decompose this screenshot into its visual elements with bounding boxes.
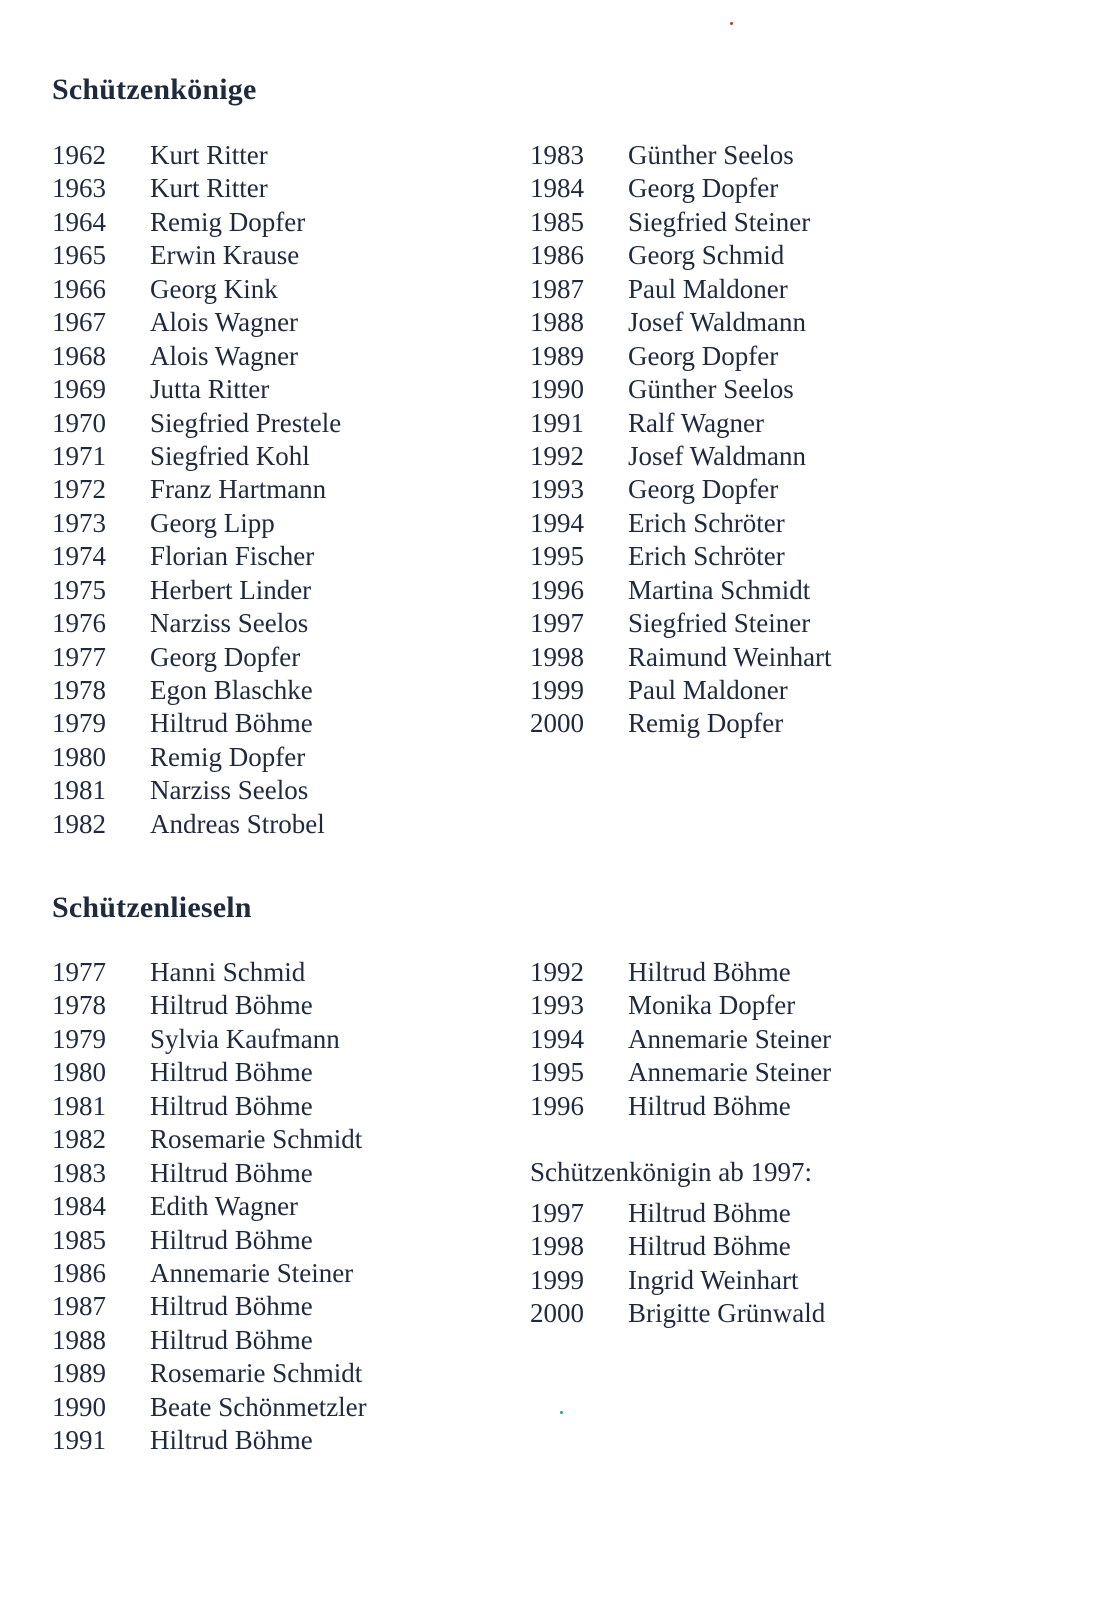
name-cell: Hiltrud Böhme: [150, 1291, 313, 1322]
list-row: [52, 1224, 367, 1257]
name-cell: Narziss Seelos: [150, 608, 309, 639]
name-cell: Remig Dopfer: [628, 708, 784, 739]
year-cell: 1991: [530, 407, 584, 438]
year-cell: 1995: [530, 541, 584, 572]
name-cell: Georg Schmid: [628, 240, 785, 271]
year-cell: 1979: [52, 708, 106, 739]
name-cell: Hiltrud Böhme: [628, 1090, 791, 1121]
name-cell: Beate Schönmetzler: [150, 1391, 367, 1422]
year-cell: 1983: [530, 140, 584, 170]
name-cell: Erwin Krause: [150, 240, 300, 271]
year-cell: 1998: [530, 1231, 584, 1262]
list-row: [530, 206, 832, 239]
list-row: [52, 373, 341, 406]
year-cell: 1997: [530, 1198, 584, 1228]
list-row: [52, 540, 341, 573]
name-cell: Egon Blaschke: [150, 675, 313, 705]
list-row: [530, 989, 831, 1022]
list-row: [530, 641, 832, 674]
year-cell: 1980: [52, 1057, 106, 1088]
name-cell: Hiltrud Böhme: [628, 1231, 791, 1262]
year-cell: 2000: [530, 708, 584, 739]
name-cell: Narziss Seelos: [150, 775, 309, 806]
year-cell: 1990: [52, 1391, 106, 1422]
year-cell: 1981: [52, 1090, 106, 1121]
list-row: [52, 774, 341, 807]
year-cell: 1966: [52, 273, 106, 304]
year-cell: 1982: [52, 1124, 106, 1155]
list-row: [52, 507, 341, 540]
name-cell: Josef Waldmann: [628, 440, 807, 471]
list-row: [530, 1297, 825, 1330]
year-cell: 1974: [52, 541, 106, 572]
list-row: [530, 1056, 831, 1089]
list-row: [52, 989, 367, 1022]
list-row: [52, 1424, 367, 1457]
list-row: [52, 956, 367, 989]
year-cell: 1994: [530, 1023, 584, 1054]
list-row: [530, 1023, 831, 1056]
list-row: [530, 239, 832, 272]
list-row: [52, 574, 341, 607]
list-row: [530, 1197, 825, 1230]
name-cell: Remig Dopfer: [150, 206, 306, 237]
name-cell: Hiltrud Böhme: [150, 1425, 313, 1456]
name-cell: Remig Dopfer: [150, 741, 306, 772]
list-row: [530, 1264, 825, 1297]
name-cell: Annemarie Steiner: [628, 1023, 832, 1054]
name-cell: Siegfried Kohl: [150, 440, 310, 471]
scan-speck: [730, 22, 733, 25]
year-cell: 1994: [530, 507, 584, 538]
year-cell: 1995: [530, 1057, 584, 1088]
year-cell: 1997: [530, 608, 584, 639]
year-cell: 1981: [52, 775, 106, 806]
list-row: [52, 1357, 367, 1390]
year-cell: 1967: [52, 307, 106, 338]
name-cell: Edith Wagner: [150, 1191, 299, 1222]
year-cell: 1970: [52, 407, 106, 438]
koenigin-list: [530, 1197, 825, 1331]
list-row: [52, 473, 341, 506]
koenige-title: Schützenkönige: [52, 73, 257, 106]
year-cell: 1993: [530, 990, 584, 1021]
list-row: [52, 340, 341, 373]
list-row: [52, 1090, 367, 1123]
lieseln-list-right: [530, 956, 831, 1123]
list-row: [530, 139, 832, 172]
name-cell: Brigitte Grünwald: [628, 1298, 826, 1329]
name-cell: Ingrid Weinhart: [628, 1264, 799, 1295]
name-cell: Hiltrud Böhme: [150, 1224, 313, 1255]
year-cell: 1986: [530, 240, 584, 271]
name-cell: Erich Schröter: [628, 507, 785, 538]
list-row: [530, 1230, 825, 1263]
name-cell: Hiltrud Böhme: [150, 1157, 313, 1188]
year-cell: 1973: [52, 507, 106, 538]
name-cell: Siegfried Steiner: [628, 608, 811, 639]
list-row: [52, 172, 341, 205]
koenigin-subtitle: Schützenkönigin ab 1997:: [530, 1157, 812, 1187]
list-row: [530, 607, 832, 640]
list-row: [52, 808, 341, 841]
list-row: [52, 273, 341, 306]
list-row: [530, 674, 832, 707]
year-cell: 1993: [530, 474, 584, 505]
name-cell: Andreas Strobel: [150, 808, 325, 839]
name-cell: Georg Dopfer: [628, 340, 779, 371]
list-row: [52, 1391, 367, 1424]
list-row: [52, 206, 341, 239]
name-cell: Rosemarie Schmidt: [150, 1124, 363, 1155]
list-row: [530, 172, 832, 205]
year-cell: 1987: [530, 273, 584, 304]
list-row: [530, 956, 831, 989]
name-cell: Florian Fischer: [150, 541, 315, 572]
year-cell: 1978: [52, 990, 106, 1021]
list-row: [530, 407, 832, 440]
year-cell: 1965: [52, 240, 106, 271]
list-row: [52, 1056, 367, 1089]
name-cell: Monika Dopfer: [628, 990, 796, 1021]
name-cell: Annemarie Steiner: [628, 1057, 832, 1088]
list-row: [52, 306, 341, 339]
year-cell: 1964: [52, 206, 106, 237]
year-cell: 1999: [530, 675, 584, 705]
name-cell: Kurt Ritter: [150, 173, 268, 204]
year-cell: 1972: [52, 474, 106, 505]
year-cell: 1985: [530, 206, 584, 237]
name-cell: Alois Wagner: [150, 307, 299, 338]
list-row: [52, 1157, 367, 1190]
year-cell: 1977: [52, 641, 106, 672]
name-cell: Ralf Wagner: [628, 407, 765, 438]
year-cell: 1987: [52, 1291, 106, 1322]
name-cell: Erich Schröter: [628, 541, 785, 572]
list-row: [52, 707, 341, 740]
name-cell: Georg Lipp: [150, 507, 275, 538]
year-cell: 2000: [530, 1298, 584, 1329]
list-row: [52, 1123, 367, 1156]
year-cell: 1975: [52, 574, 106, 605]
scan-speck: [560, 1411, 563, 1414]
year-cell: 1971: [52, 440, 106, 471]
year-cell: 1962: [52, 140, 106, 170]
name-cell: Hiltrud Böhme: [628, 957, 791, 987]
year-cell: 1968: [52, 340, 106, 371]
list-row: [530, 507, 832, 540]
koenige-list-left: [52, 139, 341, 841]
year-cell: 1963: [52, 173, 106, 204]
year-cell: 1988: [52, 1324, 106, 1355]
list-row: [52, 1290, 367, 1323]
list-row: [530, 540, 832, 573]
name-cell: Rosemarie Schmidt: [150, 1358, 363, 1389]
year-cell: 1992: [530, 440, 584, 471]
list-row: [52, 440, 341, 473]
name-cell: Martina Schmidt: [628, 574, 811, 605]
year-cell: 1985: [52, 1224, 106, 1255]
name-cell: Annemarie Steiner: [150, 1257, 354, 1288]
list-row: [530, 440, 832, 473]
name-cell: Hiltrud Böhme: [150, 990, 313, 1021]
year-cell: 1978: [52, 675, 106, 705]
list-row: [52, 674, 341, 707]
list-row: [52, 1190, 367, 1223]
list-row: [52, 407, 341, 440]
list-row: [530, 373, 832, 406]
list-row: [530, 306, 832, 339]
name-cell: Franz Hartmann: [150, 474, 327, 505]
name-cell: Hanni Schmid: [150, 957, 306, 987]
year-cell: 1969: [52, 374, 106, 405]
year-cell: 1996: [530, 1090, 584, 1121]
lieseln-title: Schützenlieseln: [52, 891, 252, 924]
year-cell: 1977: [52, 957, 106, 987]
list-row: [530, 1090, 831, 1123]
name-cell: Hiltrud Böhme: [150, 1324, 313, 1355]
name-cell: Kurt Ritter: [150, 140, 268, 170]
year-cell: 1990: [530, 374, 584, 405]
koenige-list-right: [530, 139, 832, 741]
year-cell: 1989: [52, 1358, 106, 1389]
list-row: [52, 139, 341, 172]
name-cell: Hiltrud Böhme: [150, 1057, 313, 1088]
list-row: [52, 741, 341, 774]
year-cell: 1983: [52, 1157, 106, 1188]
name-cell: Siegfried Steiner: [628, 206, 811, 237]
name-cell: Günther Seelos: [628, 374, 794, 405]
name-cell: Hiltrud Böhme: [628, 1198, 791, 1228]
list-row: [52, 1023, 367, 1056]
year-cell: 1980: [52, 741, 106, 772]
name-cell: Paul Maldoner: [628, 273, 788, 304]
list-row: [52, 641, 341, 674]
year-cell: 1984: [530, 173, 584, 204]
year-cell: 1991: [52, 1425, 106, 1456]
name-cell: Jutta Ritter: [150, 374, 270, 405]
list-row: [52, 607, 341, 640]
name-cell: Sylvia Kaufmann: [150, 1023, 340, 1054]
year-cell: 1984: [52, 1191, 106, 1222]
year-cell: 1988: [530, 307, 584, 338]
year-cell: 1996: [530, 574, 584, 605]
year-cell: 1976: [52, 608, 106, 639]
name-cell: Raimund Weinhart: [628, 641, 832, 672]
name-cell: Hiltrud Böhme: [150, 1090, 313, 1121]
name-cell: Georg Dopfer: [628, 474, 779, 505]
name-cell: Georg Dopfer: [628, 173, 779, 204]
name-cell: Georg Kink: [150, 273, 278, 304]
list-row: [52, 239, 341, 272]
lieseln-list-left: [52, 956, 367, 1458]
year-cell: 1998: [530, 641, 584, 672]
name-cell: Josef Waldmann: [628, 307, 807, 338]
list-row: [52, 1257, 367, 1290]
name-cell: Alois Wagner: [150, 340, 299, 371]
list-row: [52, 1324, 367, 1357]
year-cell: 1979: [52, 1023, 106, 1054]
list-row: [530, 473, 832, 506]
year-cell: 1986: [52, 1257, 106, 1288]
name-cell: Paul Maldoner: [628, 675, 788, 705]
year-cell: 1982: [52, 808, 106, 839]
list-row: [530, 340, 832, 373]
name-cell: Günther Seelos: [628, 140, 794, 170]
year-cell: 1999: [530, 1264, 584, 1295]
name-cell: Hiltrud Böhme: [150, 708, 313, 739]
name-cell: Herbert Linder: [150, 574, 312, 605]
list-row: [530, 707, 832, 740]
year-cell: 1989: [530, 340, 584, 371]
list-row: [530, 273, 832, 306]
name-cell: Georg Dopfer: [150, 641, 301, 672]
year-cell: 1992: [530, 957, 584, 987]
list-row: [530, 574, 832, 607]
name-cell: Siegfried Prestele: [150, 407, 342, 438]
